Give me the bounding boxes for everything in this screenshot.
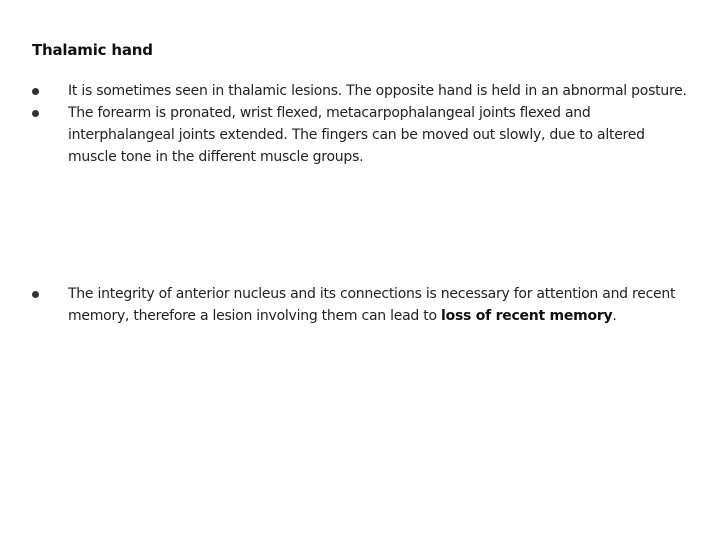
bullet-dot-icon: [32, 110, 39, 117]
bullet-text: The forearm is pronated, wrist flexed, metacarpophalangeal joints flexed and interphalangeal joints extended. The fingers can be moved out slowly, due to altered muscle tone in the different muscle groups.: [68, 105, 645, 165]
bullet-item: [30, 102, 690, 168]
slide-title: Thalamic hand: [32, 41, 153, 59]
bullet-text: The integrity of anterior nucleus and its connections is necessary for attention and recent memory, therefore a lesion involving them can lead to: [68, 286, 676, 324]
bullet-list-anterior-nucleus: [30, 283, 690, 327]
bullet-dot-icon: [32, 88, 39, 95]
bullet-item: [30, 80, 690, 102]
bullet-dot-icon: [32, 291, 39, 298]
bullet-item: [30, 283, 690, 327]
bullet-list-thalamic-hand: [30, 80, 690, 168]
bullet-text: It is sometimes seen in thalamic lesions. The opposite hand is held in an abnormal posture.: [68, 83, 687, 99]
bullet-tail: .: [612, 308, 617, 324]
bullet-emphasis: loss of recent memory: [441, 308, 613, 324]
